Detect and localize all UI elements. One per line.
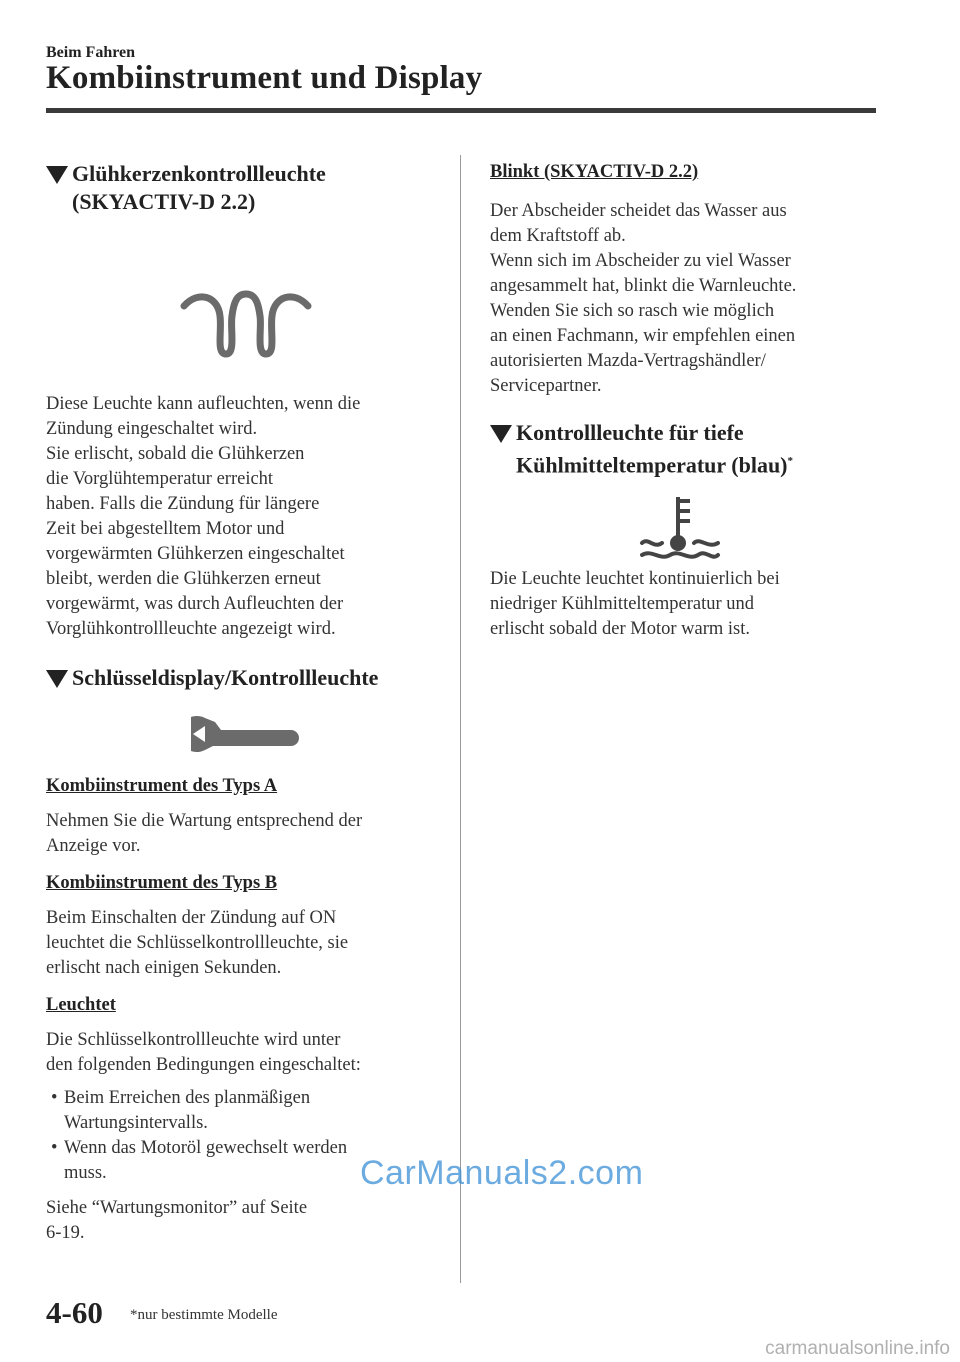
page-reference-link[interactable]: 6-19. [46,1223,85,1243]
left-column [46,160,446,1246]
list-item-line: Wartungsintervalls. [64,1113,208,1133]
triangle-marker-icon [46,166,68,184]
section-label: Beim Fahren [46,44,136,61]
coolant-temperature-icon [490,493,870,561]
text-line: den folgenden Bedingungen eingeschaltet: [46,1055,361,1075]
text-line: an einen Fachmann, wir empfehlen einen [490,326,796,346]
text-line: Zündung eingeschaltet wird. [46,419,258,439]
text-line: Wenden Sie sich so rasch wie möglich [490,301,775,321]
footnote: *nur bestimmte Modelle [130,1307,278,1323]
page-number: 4-60 [46,1295,103,1330]
type-b-text [46,906,446,981]
text-line: Der Abscheider scheidet das Wasser aus [490,201,787,221]
text-line: Beim Einschalten der Zündung auf ON [46,908,337,928]
text-line: dem Kraftstoff ab. [490,226,626,246]
text-line: Nehmen Sie die Wartung entsprechend der [46,811,363,831]
coolant-heading-line1: Kontrollleuchte für tiefe [516,420,744,445]
coolant-heading-line2 [516,447,870,479]
page-title: Kombiinstrument und Display [46,60,483,96]
list-item-line: • Beim Erreichen des planmäßigen [64,1088,311,1108]
text-line: Sie erlischt, sobald die Glühkerzen [46,444,305,464]
type-b-heading: Kombiinstrument des Typs B [46,873,278,893]
glow-plug-heading-line1: Glühkerzenkontrollleuchte [72,161,326,186]
watermark: CarManuals2.com [360,1154,644,1192]
glow-plug-heading [46,160,446,216]
footer-url[interactable]: carmanualsonline.info [765,1338,950,1359]
list-item-line: muss. [64,1163,107,1183]
text-line: Siehe “Wartungsmonitor” auf Seite [46,1198,308,1218]
type-a-heading: Kombiinstrument des Typs A [46,776,278,796]
text-line: Die Leuchte leuchtet kontinuierlich bei [490,569,780,590]
text-line: erlischt sobald der Motor warm ist. [490,619,750,640]
type-a-text [46,809,446,859]
text-line: autorisierten Mazda-Vertragshändler/ [490,351,766,371]
glow-plug-icon [46,288,446,364]
key-display-heading [46,664,446,692]
lit-heading: Leuchtet [46,995,116,1015]
coolant-heading [490,419,870,479]
list-item-line: • Wenn das Motoröl gewechselt werden [64,1138,348,1158]
text-line: Servicepartner. [490,376,602,396]
column-divider [460,155,461,1283]
blink-text [490,199,870,399]
text-line: Wenn sich im Abscheider zu viel Wasser [490,251,791,271]
header-rule [46,108,876,113]
text-line: Anzeige vor. [46,836,141,856]
text-line: Diese Leuchte kann aufleuchten, wenn die [46,394,361,414]
triangle-marker-icon [46,670,68,688]
text-line: bleibt, werden die Glühkerzen erneut [46,569,321,589]
text-line: die Vorglühtemperatur erreicht [46,469,274,489]
text-line: angesammelt hat, blinkt die Warnleuchte. [490,276,797,296]
footnote-asterisk: * [787,455,794,467]
wrench-icon [46,708,446,760]
list-item [46,1086,446,1136]
coolant-heading-line2-text: Kühlmitteltemperatur (blau) [516,452,788,478]
blink-heading: Blinkt (SKYACTIV-D 2.2) [490,162,699,182]
text-line: haben. Falls die Zündung für längere [46,494,320,514]
key-display-heading-text: Schlüsseldisplay/Kontrollleuchte [72,665,379,690]
text-line: vorgewärmt, was durch Aufleuchten der [46,594,344,614]
text-line: Vorglühkontrollleuchte angezeigt wird. [46,619,336,639]
text-line: Zeit bei abgestelltem Motor und [46,519,285,539]
right-column [490,160,870,642]
glow-plug-heading-line2: (SKYACTIV-D 2.2) [72,189,256,214]
see-reference [46,1196,446,1246]
text-line: vorgewärmten Glühkerzen eingeschaltet [46,544,345,564]
text-line: leuchtet die Schlüsselkontrollleuchte, sie [46,933,349,953]
text-line: erlischt nach einigen Sekunden. [46,958,282,978]
glow-plug-description [46,392,446,642]
text-line: niedriger Kühlmitteltemperatur und [490,594,755,615]
coolant-text [490,567,870,642]
triangle-marker-icon [490,425,512,443]
lit-text [46,1028,446,1078]
text-line: Die Schlüsselkontrollleuchte wird unter [46,1030,341,1050]
